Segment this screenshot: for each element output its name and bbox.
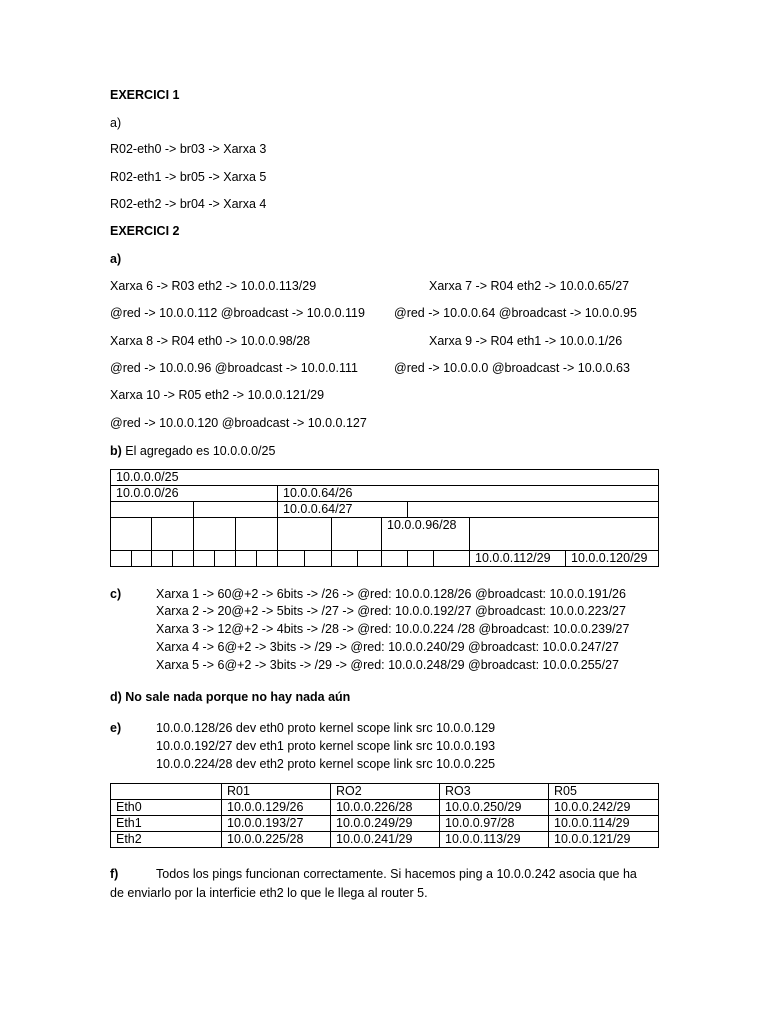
subnet-cell: [194, 518, 236, 551]
subnet-cell: [152, 551, 173, 567]
subnet-cell: 10.0.0.64/26: [278, 486, 659, 502]
subnet-cell: [194, 502, 278, 518]
subnet-cell: [278, 551, 305, 567]
table-row: [111, 800, 659, 816]
table-cell: 10.0.0.193/27: [222, 816, 331, 832]
xarxa-6-net: @red -> 10.0.0.112 @broadcast -> 10.0.0.119: [110, 306, 365, 320]
table-row: [111, 832, 659, 848]
part-b-line: [110, 444, 275, 459]
subnet-cell: [470, 518, 659, 551]
route-line: 10.0.0.192/27 dev eth1 proto kernel scope link src 10.0.0.193: [156, 739, 496, 753]
table-cell: 10.0.0.97/28: [440, 816, 549, 832]
header-cell: R05: [549, 784, 659, 800]
xarxa-10-net: @red -> 10.0.0.120 @broadcast -> 10.0.0.127: [110, 416, 367, 430]
table-cell: Eth2: [111, 832, 222, 848]
part-c-line: Xarxa 3 -> 12@+2 -> 4bits -> /28 -> @red: 10.0.0.224 /28 @broadcast: 10.0.0.239/27: [156, 622, 630, 636]
router-table: [110, 783, 659, 848]
table-cell: Eth1: [111, 816, 222, 832]
subnet-cell: 10.0.0.0/26: [111, 486, 278, 502]
subnet-table: [110, 469, 659, 567]
subnet-cell: [236, 518, 278, 551]
ex1-line: R02-eth2 -> br04 -> Xarxa 4: [110, 197, 267, 211]
part-c-line: Xarxa 4 -> 6@+2 -> 3bits -> /29 -> @red: 10.0.0.240/29 @broadcast: 10.0.0.247/27: [156, 640, 620, 654]
header-cell: [111, 784, 222, 800]
part-c-label: c): [110, 587, 122, 601]
subnet-cell: [434, 551, 470, 567]
table-cell: 10.0.0.249/29: [331, 816, 440, 832]
table-row: [111, 816, 659, 832]
subnet-cell: [132, 551, 152, 567]
xarxa-7-line: Xarxa 7 -> R04 eth2 -> 10.0.0.65/27: [429, 279, 630, 293]
header-cell: R01: [222, 784, 331, 800]
part-f-line: de enviarlo por la interficie eth2 lo que le llega al router 5.: [110, 886, 428, 900]
xarxa-8-net: @red -> 10.0.0.96 @broadcast -> 10.0.0.111: [110, 361, 358, 375]
subnet-cell: [111, 551, 132, 567]
subnet-cell: [408, 502, 659, 518]
part-c-line: Xarxa 2 -> 20@+2 -> 5bits -> /27 -> @red: 10.0.0.192/27 @broadcast: 10.0.0.223/27: [156, 604, 626, 618]
subnet-cell: 10.0.0.0/25: [111, 470, 659, 486]
part-f-line: Todos los pings funcionan correctamente. Si hacemos ping a 10.0.0.242 asocia que ha: [156, 867, 637, 881]
subnet-cell: 10.0.0.120/29: [566, 551, 659, 567]
subnet-cell: [332, 551, 358, 567]
table-cell: Eth0: [111, 800, 222, 816]
table-header-row: [111, 784, 659, 800]
subnet-cell: 10.0.0.112/29: [470, 551, 566, 567]
xarxa-9-line: Xarxa 9 -> R04 eth1 -> 10.0.0.1/26: [429, 334, 623, 348]
table-cell: 10.0.0.241/29: [331, 832, 440, 848]
table-cell: 10.0.0.121/29: [549, 832, 659, 848]
subnet-cell: [173, 551, 194, 567]
part-b-text: El agregado es 10.0.0.0/25: [121, 444, 276, 458]
subnet-cell: [111, 502, 194, 518]
xarxa-8-line: Xarxa 8 -> R04 eth0 -> 10.0.0.98/28: [110, 334, 311, 348]
ex1-line: R02-eth1 -> br05 -> Xarxa 5: [110, 170, 267, 184]
subnet-cell: [408, 551, 434, 567]
subnet-cell: [358, 551, 382, 567]
xarxa-10-line: Xarxa 10 -> R05 eth2 -> 10.0.0.121/29: [110, 388, 325, 402]
subnet-cell: [382, 551, 408, 567]
subnet-cell: [332, 518, 382, 551]
route-line: 10.0.0.128/26 dev eth0 proto kernel scope link src 10.0.0.129: [156, 721, 496, 735]
part-c-line: Xarxa 1 -> 60@+2 -> 6bits -> /26 -> @red: 10.0.0.128/26 @broadcast: 10.0.0.191/26: [156, 587, 626, 601]
subnet-cell: 10.0.0.64/27: [278, 502, 408, 518]
xarxa-7-net: @red -> 10.0.0.64 @broadcast -> 10.0.0.95: [394, 306, 637, 320]
exercise-1-title: EXERCICI 1: [110, 88, 180, 102]
table-cell: 10.0.0.250/29: [440, 800, 549, 816]
subnet-cell: [257, 551, 278, 567]
xarxa-9-net: @red -> 10.0.0.0 @broadcast -> 10.0.0.63: [394, 361, 630, 375]
subnet-cell: [236, 551, 257, 567]
subnet-cell: [278, 518, 332, 551]
exercise-2-title: EXERCICI 2: [110, 224, 180, 238]
part-c-line: Xarxa 5 -> 6@+2 -> 3bits -> /29 -> @red: 10.0.0.248/29 @broadcast: 10.0.0.255/27: [156, 658, 620, 672]
subnet-cell: [305, 551, 332, 567]
table-cell: 10.0.0.113/29: [440, 832, 549, 848]
table-cell: 10.0.0.129/26: [222, 800, 331, 816]
table-cell: 10.0.0.225/28: [222, 832, 331, 848]
xarxa-6-line: Xarxa 6 -> R03 eth2 -> 10.0.0.113/29: [110, 279, 317, 293]
route-line: 10.0.0.224/28 dev eth2 proto kernel scope link src 10.0.0.225: [156, 757, 496, 771]
part-b-label: b): [110, 444, 122, 458]
table-cell: 10.0.0.242/29: [549, 800, 659, 816]
subnet-cell: [194, 551, 215, 567]
exercise-1-part-a: a): [110, 116, 122, 130]
part-e-label: e): [110, 721, 122, 735]
exercise-2-part-a: a): [110, 252, 122, 266]
header-cell: RO2: [331, 784, 440, 800]
subnet-cell: 10.0.0.96/28: [382, 518, 470, 551]
subnet-cell: [152, 518, 194, 551]
subnet-cell: [111, 518, 152, 551]
subnet-cell: [215, 551, 236, 567]
ex1-line: R02-eth0 -> br03 -> Xarxa 3: [110, 142, 267, 156]
header-cell: RO3: [440, 784, 549, 800]
part-d-line: d) No sale nada porque no hay nada aún: [110, 690, 351, 704]
table-cell: 10.0.0.114/29: [549, 816, 659, 832]
table-cell: 10.0.0.226/28: [331, 800, 440, 816]
part-f-label: f): [110, 867, 119, 881]
